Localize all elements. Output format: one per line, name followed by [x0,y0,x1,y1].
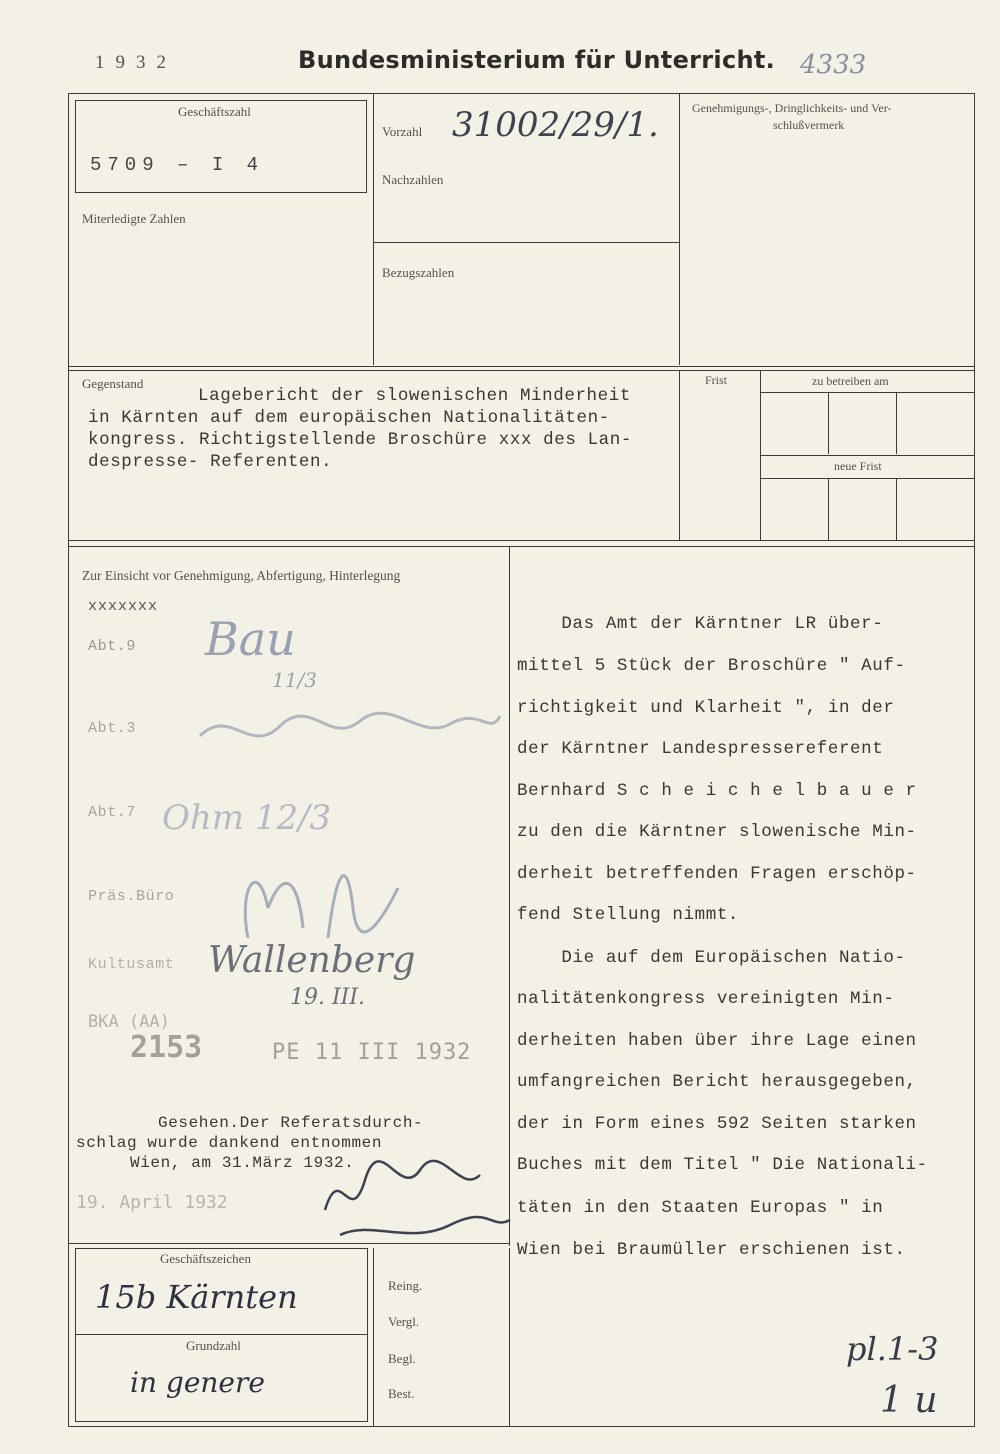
divider [373,93,374,365]
bezugszahlen-label: Bezugszahlen [382,265,455,280]
divider [68,546,975,547]
divider [75,1334,368,1335]
vorzahl-value: 31002/29/1. [452,105,659,145]
body-line: fend Stellung nimmt. [517,905,740,925]
grundzahl-value: in genere [130,1366,265,1399]
divider [373,242,679,243]
bka-stamp: PE 11 III 1932 [272,1040,472,1065]
body-line: derheit betreffenden Fragen erschöp- [517,864,917,884]
body-line: umfangreichen Bericht herausgegeben, [517,1072,917,1092]
divider [828,478,829,540]
begl-label: Begl. [388,1351,416,1366]
bka-label: BKA (AA) [88,1012,170,1032]
gesehen-line: Gesehen.Der Referatsdurch- [158,1114,424,1132]
note-right-2: 1 u [880,1380,938,1421]
divider [760,455,975,456]
geschaeftszeichen-value: 15b Kärnten [95,1278,298,1316]
divider [760,478,975,479]
neue-frist-label: neue Frist [834,459,882,473]
divider [896,478,897,540]
divider [828,392,829,454]
struck-text: xxxxxxx [88,598,159,615]
nachzahlen-label: Nachzahlen [382,172,444,187]
miterledigte-label: Miterledigte Zahlen [82,211,186,226]
vermerk-label-2: schlußvermerk [773,118,845,132]
body-line: nalitätenkongress vereinigten Min- [517,989,895,1009]
abt7-label: Abt.7 [88,804,137,821]
body-line: Wien bei Braumüller erschienen ist. [517,1240,906,1260]
sig-abt7: Ohm 12/3 [162,798,332,838]
praes-label: Präs.Büro [88,888,175,905]
zu-betreiben-label: zu betreiben am [812,374,889,388]
abt9-label: Abt.9 [88,638,137,655]
handwritten-number: 4333 [800,50,867,80]
gegenstand-line: despresse- Referenten. [88,452,333,472]
kultus-label: Kultusamt [88,956,175,973]
divider [760,392,975,393]
body-line: Bernhard S c h e i c h e l b a u e r [517,781,917,801]
best-label: Best. [388,1386,415,1401]
divider [679,93,680,365]
ministry-title: Bundesministerium für Unterricht. [298,46,776,74]
divider [68,540,975,541]
body-line: richtigkeit und Klarheit ", in der [517,698,895,718]
gegenstand-line: in Kärnten auf dem europäischen Nationalitäten- [88,408,610,428]
bka-number: 2153 [130,1030,203,1065]
einsicht-label: Zur Einsicht vor Genehmigung, Abfertigung, Hinterlegung [82,568,401,583]
body-line: täten in den Staaten Europas " in [517,1198,884,1218]
body-line: der in Form eines 592 Seiten starken [517,1114,917,1134]
gesehen-line: schlag wurde dankend entnommen [76,1134,383,1152]
divider [373,1248,374,1427]
body-line: derheiten haben über ihre Lage einen [517,1031,917,1051]
divider [679,370,680,540]
divider [509,1248,510,1427]
body-line: mittel 5 Stück der Broschüre " Auf- [517,656,906,676]
body-line: der Kärntner Landespressereferent [517,739,884,759]
signature-scribble [310,1150,520,1250]
vergl-label: Vergl. [388,1314,420,1329]
sig-abt9: Bau [205,612,296,666]
divider [68,1243,510,1244]
gegenstand-line: Lagebericht der slowenischen Minderheit [198,386,631,406]
gegenstand-line: kongress. Richtigstellende Broschüre xxx des Lan- [88,430,632,450]
divider [509,546,510,1246]
abt3-label: Abt.3 [88,720,137,737]
stamp-date: 19. April 1932 [76,1192,228,1213]
sig-praes-scribble [228,848,418,948]
sig-kultus: Wallenberg [208,940,416,981]
body-line: Buches mit dem Titel " Die Nationali- [517,1155,928,1175]
geschaeftszahl-label: Geschäftszahl [178,104,251,119]
divider [68,370,975,371]
body-line: zu den die Kärntner slowenische Min- [517,822,917,842]
gesehen-line: Wien, am 31.März 1932. [130,1154,355,1172]
year: 1932 [95,52,177,73]
frist-label: Frist [705,373,728,387]
gegenstand-label: Gegenstand [82,376,144,391]
vorzahl-label: Vorzahl [382,124,423,139]
geschaeftszahl-value: 5709 – I 4 [90,154,265,176]
vermerk-label-1: Genehmigungs-, Dringlichkeits- und Ver- [692,101,892,115]
grundzahl-label: Grundzahl [186,1338,241,1353]
body-line: Das Amt der Kärntner LR über- [517,614,884,634]
sig-kultus-date: 19. III. [290,985,366,1010]
divider [68,366,975,367]
sig-abt3-scribble [190,696,510,766]
body-line: Die auf dem Europäischen Natio- [517,948,906,968]
geschaeftszeichen-label: Geschäftszeichen [160,1251,251,1266]
divider [896,392,897,454]
note-right-1: pl.1-3 [846,1330,939,1368]
sig-abt9-date: 11/3 [272,668,317,692]
reing-label: Reing. [388,1278,423,1293]
